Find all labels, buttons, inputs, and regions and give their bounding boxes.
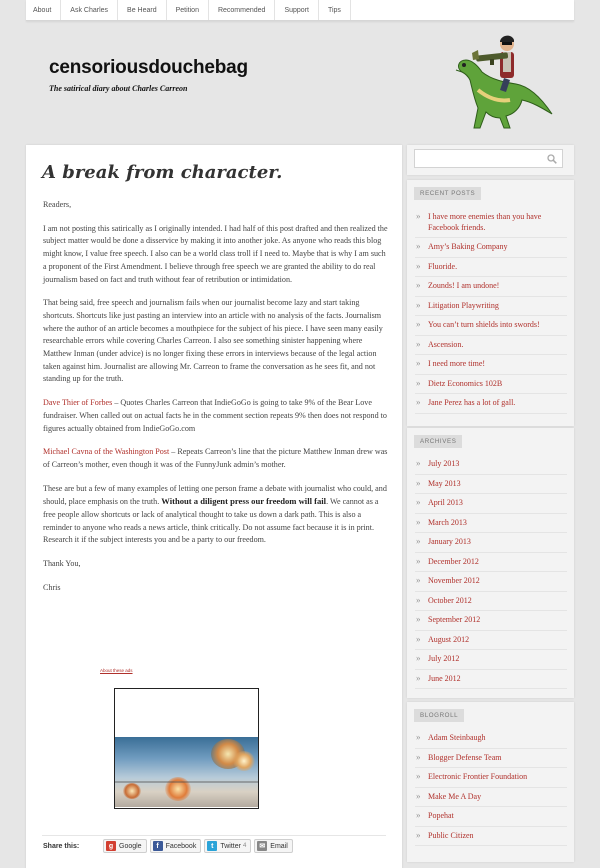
post-container [26, 145, 402, 868]
paragraph-text: – Repeats Carreon’s line that the picture Matthew Inman drew was of Carreon’s mother, even though it was of the FunnyJunk admin’s mother. [43, 447, 388, 469]
share-google-label: Google [119, 842, 142, 850]
share-google-button[interactable] [103, 839, 147, 853]
widget-title-recent-posts: RECENT POSTS [414, 187, 481, 200]
blogroll-link[interactable]: » Popehat [415, 807, 567, 827]
archive-link[interactable]: » August 2012 [415, 631, 567, 651]
post-greeting: Readers, [43, 200, 72, 209]
nav-be-heard[interactable]: Be Heard [118, 0, 167, 20]
post-closing: Thank You, [43, 559, 81, 569]
nav-ask-charles[interactable]: Ask Charles [61, 0, 118, 20]
archive-link[interactable]: » March 2013 [415, 514, 567, 534]
blogroll-link[interactable]: » Adam Steinbaugh [415, 729, 567, 749]
nav-recommended[interactable]: Recommended [209, 0, 275, 20]
post-body [43, 199, 388, 606]
post-paragraph [43, 397, 388, 435]
about-ads-link[interactable]: About these ads [100, 668, 133, 673]
nav-tips[interactable]: Tips [319, 0, 351, 20]
advertisement[interactable] [114, 688, 259, 809]
nav-about[interactable]: About [26, 0, 61, 20]
post-title[interactable]: A break from character. [42, 162, 283, 183]
share-email-label: Email [270, 842, 288, 850]
recent-post-link[interactable]: » Jane Perez has a lot of gall. [415, 394, 567, 414]
widget-title-blogroll: BLOGROLL [414, 709, 464, 722]
facebook-icon: f [153, 841, 163, 851]
archive-link[interactable]: » June 2012 [415, 670, 567, 690]
blogroll-link[interactable]: » Electronic Frontier Foundation [415, 768, 567, 788]
google-icon: g [106, 841, 116, 851]
recent-posts-list [415, 208, 567, 414]
post-paragraph [43, 483, 388, 548]
nav-support[interactable]: Support [275, 0, 319, 20]
archive-link[interactable]: » November 2012 [415, 572, 567, 592]
share-twitter-label: Twitter [220, 842, 241, 850]
share-twitter-count: 4 [242, 843, 247, 849]
post-paragraph: I am not posting this satirically as I originally intended. I had half of this post drafted and then realized the subject matter would be done a disservice by making it into another joke. As anyone who reads this blog might know, I value free speech. I also can be a world class troll if I need to. Maybe that is why I am such a proponent of the First Amendment. I believe through free speech we are granted the ability to do real journalism based on fact and truth without fear of retribution or intimidation. [43, 223, 388, 284]
archive-link[interactable]: » July 2012 [415, 650, 567, 670]
archive-link[interactable]: » December 2012 [415, 553, 567, 573]
archive-link[interactable]: » October 2012 [415, 592, 567, 612]
blogroll-link[interactable]: » Make Me A Day [415, 788, 567, 808]
emphasis-text: Without a diligent press our freedom will fail [161, 496, 327, 507]
archive-link[interactable]: » July 2013 [415, 455, 567, 475]
archive-link[interactable]: » April 2013 [415, 494, 567, 514]
forbes-link[interactable]: Dave Thier of Forbes [43, 398, 113, 408]
paragraph-text: These are but a few of many examples of letting one person frame a debate with journalist who could, and should, place emphasis on the truth. [43, 483, 387, 507]
recent-post-link[interactable]: » Amy’s Baking Company [415, 238, 567, 258]
site-title[interactable]: censoriousdouchebag [49, 57, 248, 78]
top-navigation [26, 0, 574, 21]
recent-posts-widget [407, 180, 574, 426]
post-paragraph [43, 446, 388, 471]
recent-post-link[interactable]: » I have more enemies than you have Facebook friends. [415, 208, 567, 238]
recent-post-link[interactable]: » You can’t turn shields into swords! [415, 316, 567, 336]
ad-image [115, 737, 258, 807]
mascot-dinosaur-rider-image[interactable] [448, 28, 558, 138]
archives-widget [407, 428, 574, 698]
search-icon[interactable] [547, 154, 557, 164]
site-tagline: The satirical diary about Charles Carreon [49, 84, 188, 93]
archive-link[interactable]: » May 2013 [415, 475, 567, 495]
nav-petition[interactable]: Petition [167, 0, 209, 20]
search-input[interactable] [414, 149, 563, 168]
archive-link[interactable]: » January 2013 [415, 533, 567, 553]
paragraph-text: – Quotes Charles Carreon that IndieGoGo is going to take 9% of the Bear Love fundraiser. When called out on actual facts he in the comment section repeats 9% then does not respond to figures actually obtained from IndieGoGo.com [43, 398, 387, 433]
email-icon: ✉ [257, 841, 267, 851]
recent-post-link[interactable]: » Zounds! I am undone! [415, 277, 567, 297]
post-signature: Chris [43, 582, 61, 592]
archives-list [415, 455, 567, 689]
blogroll-link[interactable]: » Public Citizen [415, 827, 567, 847]
share-label: Share this: [43, 843, 80, 850]
blogroll-widget [407, 702, 574, 862]
blogroll-link[interactable]: » Blogger Defense Team [415, 749, 567, 769]
recent-post-link[interactable]: » Dietz Economics 102B [415, 375, 567, 395]
archive-link[interactable]: » September 2012 [415, 611, 567, 631]
share-email-button[interactable] [254, 839, 293, 853]
paragraph-text: . We cannot as a free people allow shortcuts or lack of analytical thought to take us down a dark path. This is also a reminder to anyone who reads a news article, think critically. Do not assume fact because it is in print. Research it if the subject interests you and be a party to our freedom. [43, 497, 379, 545]
search-widget [407, 145, 574, 175]
share-facebook-label: Facebook [165, 842, 197, 850]
share-twitter-button[interactable] [204, 839, 251, 853]
widget-title-archives: ARCHIVES [414, 435, 462, 448]
post-paragraph: That being said, free speech and journalism fails when our journalist become lazy and start taking shortcuts. Shortcuts like just pasting an interview into an article with no analysis of the facts. Journalism where the author of an article becomes a mouthpiece for the subject of his piece. I have seen many easily researchable errors while covering Charles Carreon. I also see something sinister happening where Matthew Inman (under advice) is no longer fixing these errors in interviews because of the legal action taken against him. Journalist are allowing Mr. Carreon to frame the conversation as he sees fit, and not standing up for the truth. [43, 298, 383, 384]
share-facebook-button[interactable] [150, 839, 202, 853]
share-buttons [103, 839, 293, 853]
blogroll-list [415, 729, 567, 846]
twitter-icon: t [207, 841, 217, 851]
washington-post-link[interactable]: Michael Cavna of the Washington Post [43, 447, 170, 457]
recent-post-link[interactable]: » Ascension. [415, 336, 567, 356]
recent-post-link[interactable]: » I need more time! [415, 355, 567, 375]
share-divider [42, 835, 386, 836]
recent-post-link[interactable]: » Fluoride. [415, 258, 567, 278]
recent-post-link[interactable]: » Litigation Playwriting [415, 297, 567, 317]
